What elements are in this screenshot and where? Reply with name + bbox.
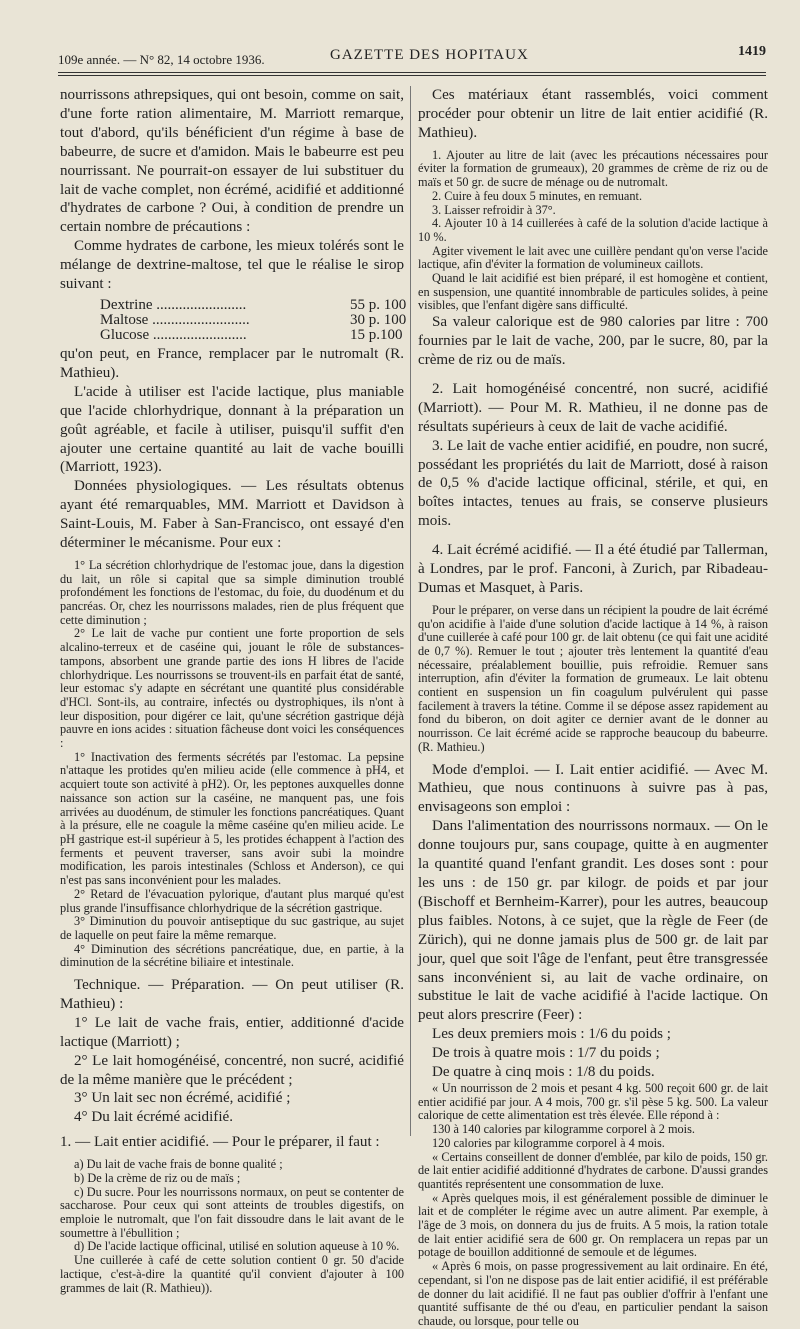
page-header: [58, 44, 766, 70]
small-paragraph: 130 à 140 calories par kilogramme corporel à 2 mois.: [432, 1122, 695, 1137]
small-paragraph: 2. Cuire à feu doux 5 minutes, en remuant.: [432, 188, 643, 203]
table-cell: 15 p.100: [350, 326, 403, 343]
left-column: [60, 86, 407, 1295]
small-paragraph: Une cuillerée à café de cette solution contient 0 gr. 50 d'acide lactique, c'est-à-dire la quantité qu'il convient d'ajouter à 100 grammes de lait (R. Mathieu)).: [60, 1253, 404, 1295]
paragraph: Comme hydrates de carbone, les mieux tolérés sont le mélange de dextrine-maltose, tel que le réalise le sirop suivant :: [60, 238, 404, 293]
small-paragraph: 2° Le lait de vache pur contient une forte proportion de sels alcalino-terreux et de caséine qui, jouant le rôle de substances-tampons, absorbent une grande partie des ions H libres de l'acide chlorhydrique. Les nourrissons se trouvent-ils en parfait état de santé, leur estomac s'y adapte en sécrétant une quantité plus considérable d'HCl. Sont-ils, au contraire, infectés ou dystrophiques, ils n'ont à leur disposition, pour digérer ce lait, qu'une sécrétion gastrique déjà pauvre en ions acides : situation fâcheuse dont voici les conséquences :: [60, 626, 404, 751]
small-paragraph: 4. Ajouter 10 à 14 cuillerées à café de la solution d'acide lactique à 10 %.: [418, 216, 768, 244]
table-row: [100, 328, 430, 343]
table-cell: 55 p. 100: [350, 296, 407, 313]
paragraph: L'acide à utiliser est l'acide lactique, plus maniable que l'acide chlorhydrique, donnant à la préparation un goût agréable, et facile à utiliser, puisqu'il suffit d'en ajouter une certaine quantité au lait de vache bouilli (Marriott, 1923).: [60, 383, 404, 476]
paragraph: 3. Le lait de vache entier acidifié, en poudre, non sucré, possédant les propriétés du lait de Marriott, dosé à raison de 0,5 % d'acide lactique officinal, stérile, et qui, en boîtes intactes, tenues au frais, se conserve plusieurs mois.: [418, 437, 768, 530]
small-paragraph: 1. Ajouter au litre de lait (avec les précautions nécessaires pour éviter la formation de grumeaux), 20 grammes de crème de riz ou de maïs et 50 gr. de sucre de ménage ou de nutromalt.: [418, 147, 768, 190]
dosage-line: De trois à quatre mois : 1/7 du poids ;: [432, 1045, 660, 1062]
small-paragraph: « Certains conseillent de donner d'emblée, par kilo de poids, 150 gr. de lait entier acidifié additionné d'hydrates de carbone. D'aussi grandes quantités représentent une consommation de luxe.: [418, 1149, 768, 1191]
table-cell: Glucose .........................: [100, 326, 247, 343]
dosage-line: Les deux premiers mois : 1/6 du poids ;: [432, 1026, 671, 1043]
small-paragraph: « Après 6 mois, on passe progressivement au lait ordinaire. En été, cependant, si l'on ne dispose pas de lait entier acidifié, il est préférable de donner du lait acidifié. Il ne faut pas oublier d'offrir à l'enfant une quantité suffisante de thé ou d'eau, en particulier pendant la saison chaude, ou lorsque, pour telle ou: [418, 1259, 768, 1328]
syrup-composition-table: [100, 298, 430, 343]
table-cell: Maltose ..........................: [100, 311, 250, 328]
small-paragraph: 4° Diminution des sécrétions pancréatique, due, en partie, à la diminution de la sécrétine biliaire et intestinale.: [60, 941, 404, 970]
table-cell: Dextrine ........................: [100, 296, 247, 313]
small-paragraph: a) Du lait de vache frais de bonne qualité ;: [74, 1157, 283, 1172]
small-paragraph: « Après quelques mois, il est généralement possible de diminuer le lait et de compléter le régime avec un autre aliment. Par exemple, à l'âge de 3 mois, on donnera du jus de fruits. A 5 mois, la ration totale de lait entier acidifié sera de 600 gr. On remplacera un repas par un potage de bouillon additionné de semoule et de légumes.: [418, 1190, 768, 1260]
paragraph: Dans l'alimentation des nourrissons normaux. — On le donne toujours pur, sans coupage, quitte à en augmenter la quantité quand l'enfant grandit. Les doses sont : pour les uns : de 150 gr. par kilogr. de poids et par jour (Bischoff et Bernheim-Karrer), pour les autres, beaucoup plus faibles. Notons, à ce sujet, que la règle de Feer (de Zürich), qui ne donne jamais plus de 500 gr. de lait par jour, quel que soit l'âge de l'enfant, peut être transgressée sans inconvénient si, au lait de vache ordinaire, on substitue le lait de vache acidifié à l'acide lactique. On peut alors prescrire (Feer) :: [418, 818, 768, 1024]
small-paragraph: 2° Retard de l'évacuation pylorique, d'autant plus marqué qu'est plus grande l'insuffisance chlorhydrique de la sécrétion gastrique.: [60, 886, 404, 915]
paragraph: qu'on peut, en France, remplacer par le nutromalt (R. Mathieu).: [60, 345, 404, 381]
right-column: [418, 86, 768, 1329]
journal-title: GAZETTE DES HOPITAUX: [330, 47, 529, 63]
section-heading: Technique. — Préparation. — On peut utiliser (R. Mathieu) :: [60, 977, 404, 1012]
paragraph: 4. Lait écrémé acidifié. — Il a été étudié par Tallerman, à Londres, par le prof. Fanconi, à Zurich, par Ribadeau-Dumas et Masquet, à Paris.: [418, 542, 768, 596]
paragraph: Sa valeur calorique est de 980 calories par litre : 700 fournies par le lait de vache, 200, par le sucre, 80, par la crème de riz ou de maïs.: [418, 314, 768, 368]
section-heading: 1. — Lait entier acidifié. — Pour le préparer, il faut :: [60, 1134, 380, 1151]
small-paragraph: c) Du sucre. Pour les nourrissons normaux, on peut se contenter de saccharose. Pour ceux qui sont atteints de troubles digestifs, on emploie le nutromalt, que l'on fait dissoudre dans le lait avant de le soumettre à l'ébullition ;: [60, 1184, 404, 1240]
paragraph: Ces matériaux étant rassemblés, voici comment procéder pour obtenir un litre de lait entier acidifié (R. Mathieu).: [418, 87, 768, 141]
list-item: 2° Le lait homogénéisé, concentré, non sucré, acidifié de la même manière que le précédent ;: [60, 1052, 404, 1088]
small-paragraph: 3. Laisser refroidir à 37°.: [432, 202, 556, 217]
small-paragraph: Agiter vivement le lait avec une cuillère pendant qu'on verse l'acide lactique, afin d'éviter la formation de volumineux caillots.: [418, 243, 768, 272]
column-divider: [410, 86, 411, 1136]
table-cell: 30 p. 100: [350, 311, 407, 328]
list-item: 4° Du lait écrémé acidifié.: [74, 1109, 233, 1126]
issue-info: 109e année. — N° 82, 14 octobre 1936.: [58, 52, 265, 67]
paragraph: 2. Lait homogénéisé concentré, non sucré, acidifié (Marriott). — Pour M. R. Mathieu, il ne donne pas de résultats supérieurs à ceux de lait de vache acidifié.: [418, 380, 768, 435]
small-paragraph: « Un nourrisson de 2 mois et pesant 4 kg. 500 reçoit 600 gr. de lait entier acidifié par jour. A 4 mois, 700 gr. s'il pèse 5 kg. 500. La valeur calorique de cette alimentation est très élevée. Elle répond à :: [418, 1080, 768, 1123]
header-rule-2: [58, 75, 766, 76]
small-paragraph: b) De la crème de riz ou de maïs ;: [74, 1170, 241, 1185]
paragraph: nourrissons athrepsiques, qui ont besoin, comme on sait, d'une forte ration alimentaire, M. Marriott remarque, tout d'abord, qu'ils bénéficient d'un régime à base de babeurre, de sucre et d'amidon. Mais le babeurre est peu nourrissant. Ne pourrait-on essayer de lui substituer du lait de vache complet, non écrémé, acidifié et additionné d'hydrates de carbone ? Oui, à condition de prendre un certain nombre de précautions :: [60, 87, 404, 236]
small-paragraph: Quand le lait acidifié est bien préparé, il est homogène et contient, en suspension, une quantité innombrable de particules solides, à peine visibles, que l'enfant digère sans difficulté.: [418, 271, 768, 313]
small-paragraph: Pour le préparer, on verse dans un récipient la poudre de lait écrémé qu'on acidifie à l'aide d'une solution d'acide lactique à 14 %, à raison d'une cuillerée à café pour 100 gr. de lait obtenu (ce qui fait une acidité de 0,7 %). Remuer le tout ; ajouter très lentement la quantité d'eau nécessaire, préalablement bouillie, puis refroidie. Remuer sans interruption, afin d'éviter la formation de grumeaux. Le lait obtenu contient en suspension un fin coagulum pulvérulent qui passe facilement à travers la tétine. Comme il se dépose assez rapidement au fond du biberon, on doit agiter ce dernier avant de le donner au nourrisson. Ce lait écrémé acide se rapproche beaucoup du babeurre. (R. Mathieu.): [418, 602, 768, 754]
table-row: [100, 298, 430, 313]
list-item: 3° Un lait sec non écrémé, acidifié ;: [74, 1090, 291, 1107]
small-paragraph: 1° Inactivation des ferments sécrétés par l'estomac. La pepsine n'attaque les protides qu'en milieu acide (elle commence à pH4, et acquiert toute son activité à pH2). Or, les peptones auxquelles donne naissance son action sur la caséine, ne manquent pas, une fois arrivées au duodénum, de stimuler les fonctions pancréatiques. Quant à la présure, elle ne coagule la même caséine qu'en milieu acide. Le pH gastrique est-il supérieur à 5, les protides échappent à l'action des ferments et peuvent traverser, sans avoir subi la moindre modification, les parois intestinales (Schloss et Anderson), ce qui n'est pas sans inconvénient pour les malades.: [60, 749, 404, 888]
table-row: [100, 313, 430, 328]
small-paragraph: 3° Diminution du pouvoir antiseptique du suc gastrique, au sujet de laquelle on peut faire la même remarque.: [60, 914, 404, 942]
section-heading: Mode d'emploi. — I. Lait entier acidifié. — Avec M. Mathieu, que nous continuons à suivre pas à pas, envisageons son emploi :: [418, 761, 768, 816]
list-item: 1° Le lait de vache frais, entier, additionné d'acide lactique (Marriott) ;: [60, 1014, 404, 1050]
small-paragraph: 1° La sécrétion chlorhydrique de l'estomac joue, dans la digestion du lait, un rôle si capital que sa simple diminution troublé profondément les fonctions de l'estomac, du foie, du duodénum et du pancréas. Or, chez les nourrissons malades, rien de plus fréquent que cette diminution ;: [60, 557, 404, 627]
small-paragraph: d) De l'acide lactique officinal, utilisé en solution aqueuse à 10 %.: [74, 1239, 400, 1254]
paragraph: Données physiologiques. — Les résultats obtenus ayant été remarquables, MM. Marriott et Davidson à Saint-Louis, M. Faber à San-Francisco, ont essayé d'en déterminer le mécanisme. Pour eux :: [60, 478, 404, 552]
page-number: 1419: [738, 44, 766, 59]
small-paragraph: 120 calories par kilogramme corporel à 4 mois.: [432, 1135, 665, 1150]
header-rule: [58, 72, 766, 73]
dosage-line: De quatre à cinq mois : 1/8 du poids.: [432, 1064, 655, 1081]
